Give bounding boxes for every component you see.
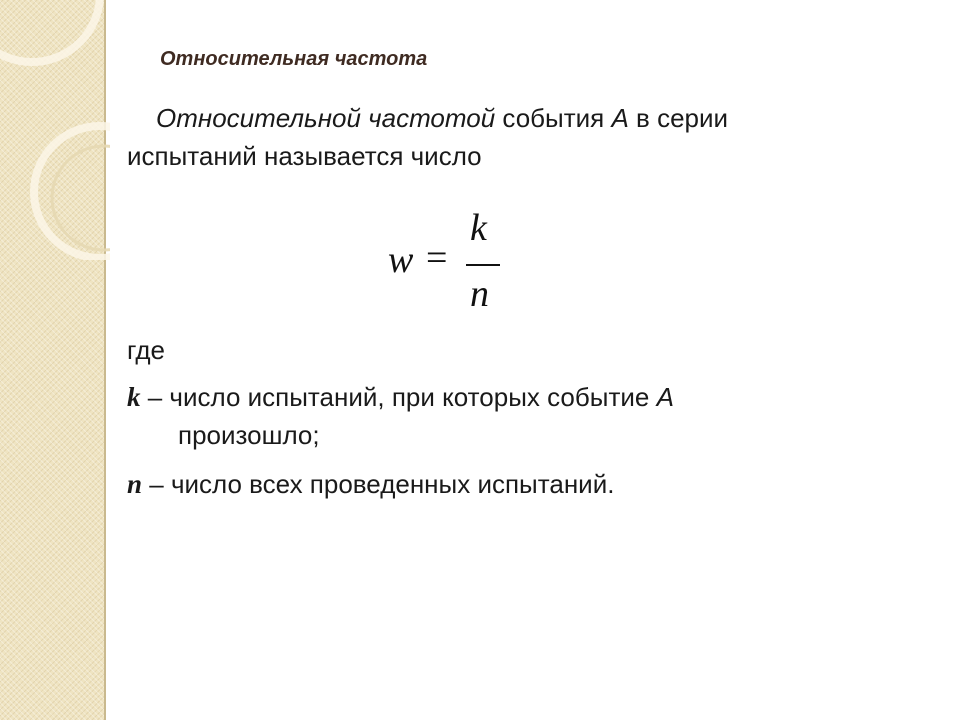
relative-frequency-formula [384,207,514,322]
n-definition-text: – число всех проведенных испытаний. [142,469,615,499]
k-definition-line-2: произошло; [178,420,320,450]
n-symbol: n [127,469,143,499]
definition-line-1 [156,101,728,135]
k-symbol: k [127,382,141,412]
k-definition-text: – число испытаний, при которых событие [140,382,657,412]
slide-title: Относительная частота [160,48,428,70]
formula-lhs: w [388,239,414,281]
formula-numerator: k [470,207,487,249]
circle-ornament-icon [0,0,110,260]
definition-text-1: события [495,103,612,133]
fraction-bar [466,264,500,266]
event-symbol: А [611,103,629,133]
k-event-symbol: А [656,382,674,412]
n-definition [127,467,614,501]
defined-term: Относительной частотой [156,103,496,133]
formula-denominator: n [470,273,489,315]
k-definition-line-1 [127,380,674,414]
definition-line-2: испытаний называется число [127,141,482,171]
where-label: где [127,335,165,365]
definition-text-2: в серии [628,103,729,133]
formula-equals: = [426,237,448,279]
